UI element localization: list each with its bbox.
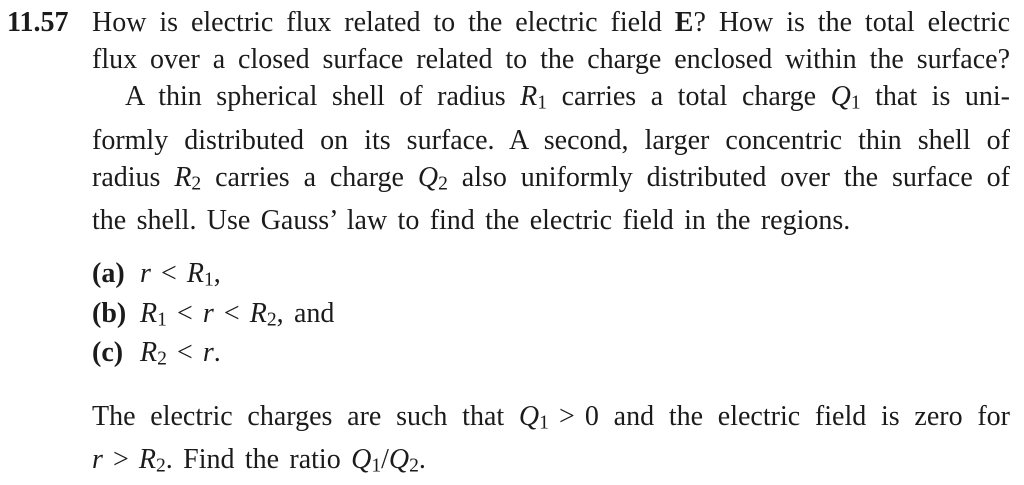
case-condition-c: R2 < r.: [140, 337, 221, 370]
statement-line-1: How is electric flux related to the electric field E? How is the total electric: [92, 7, 1010, 38]
final-question: [92, 398, 1010, 485]
statement-line-4: formly distributed on its surface. A second, larger concentric thin shell of: [92, 124, 1010, 156]
case-item-b: [92, 297, 1010, 337]
case-label-b: (b): [92, 297, 127, 329]
case-label-c: (c): [92, 337, 124, 369]
case-condition-b: R1 < r < R2, and: [140, 297, 335, 331]
statement-line-2: flux over a closed surface related to the charge enclosed within the surface?: [92, 44, 1010, 75]
problem-body: [92, 4, 1010, 485]
case-list: [92, 257, 1010, 376]
statement-line-6: the shell. Use Gauss’ law to find the electric field in the regions.: [92, 205, 851, 237]
statement-line-5: radius R2 carries a charge Q2 also uniformly distributed over the surface of: [92, 161, 1010, 195]
case-condition-a: r < R1,: [140, 258, 221, 291]
case-label-a: (a): [92, 258, 125, 290]
case-item-c: [92, 336, 1010, 376]
question-line-1: The electric charges are such that Q1 > 0 and the electric field is zero for: [92, 400, 1010, 434]
problem-number: 11.57: [7, 7, 69, 38]
case-item-a: [92, 257, 1010, 297]
problem-statement: [92, 4, 1010, 239]
question-line-2: r > R2. Find the ratio Q1/Q2.: [92, 444, 426, 477]
statement-line-3: A thin spherical shell of radius R1 carries a total charge Q1 that is uni-: [125, 81, 1010, 114]
